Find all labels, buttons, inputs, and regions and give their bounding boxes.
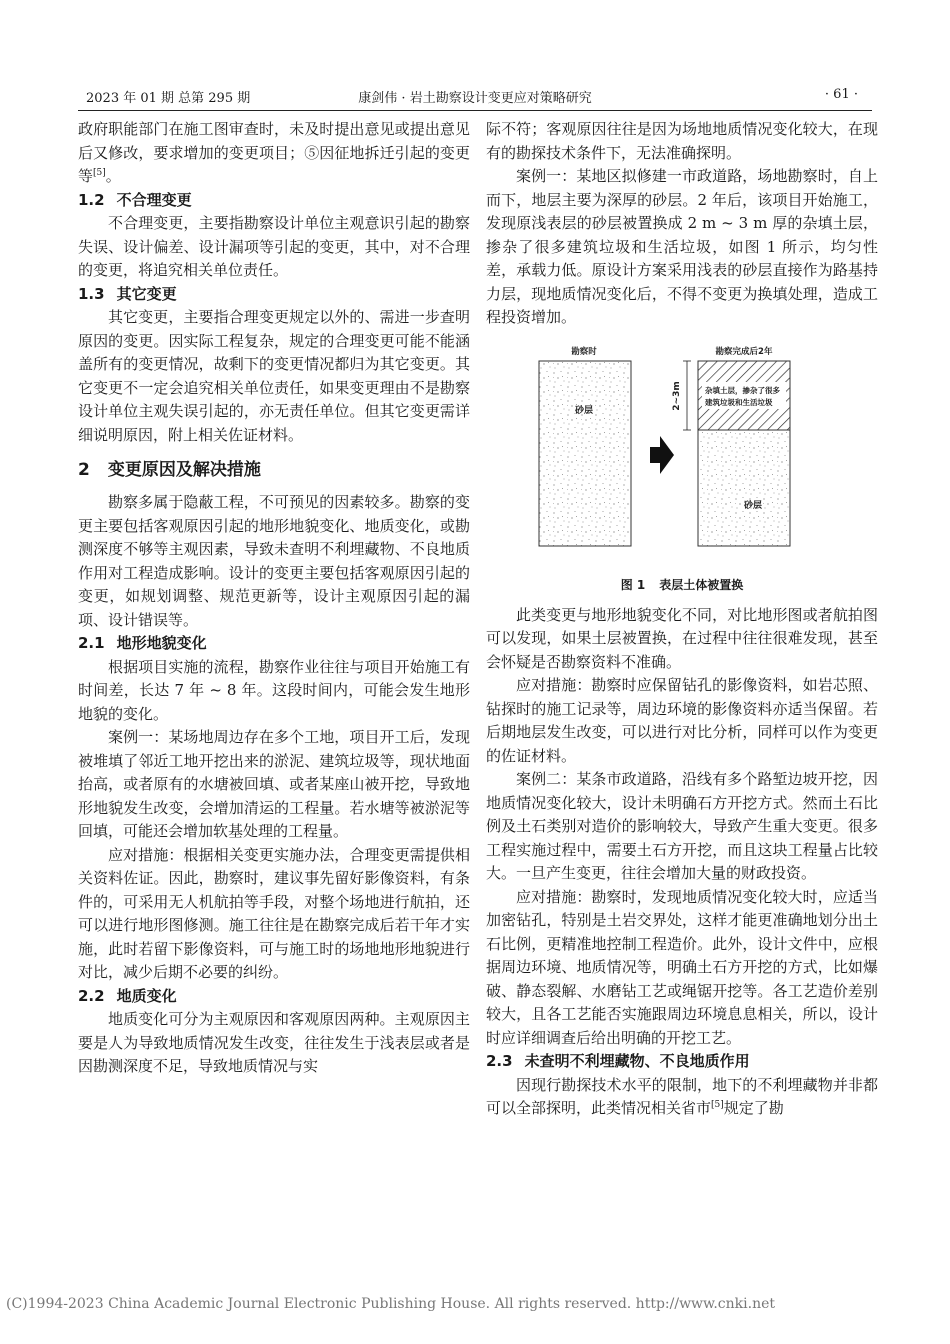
depth-label: 2~3m	[672, 380, 682, 411]
paragraph: 际不符；客观原因往往是因为场地地质情况变化较大，在现有的勘探技术条件下，无法准确探明。	[486, 120, 878, 162]
sand-label-before: 砂层	[574, 405, 594, 416]
fill-layer-text-2: 建筑垃圾和生活垃圾	[705, 397, 773, 407]
fill-layer-text-1: 杂填土层，掺杂了很多	[705, 385, 780, 395]
section-heading-2-1: 2.1 地形地貌变化	[78, 634, 207, 652]
paragraph: 案例一：某地区拟修建一市政道路，场地勘察时，自上而下，地层主要为深厚的砂层。2 年后，该项目开始施工，发现原浅表层的砂层被置换成 2 m ~ 3 m 厚的杂填土层，掺杂了很多建筑垃圾和生活垃圾，如图 1 所示，均匀性差，承载力低。原设计方案采用浅表的砂层直接作为路基持力层，现地质情况变化后，不得不变更为换填处理，造成工程投资增加。	[486, 167, 878, 326]
label-before: 勘察时	[571, 346, 597, 357]
paragraph: 勘察多属于隐蔽工程，不可预见的因素较多。勘察的变更主要包括客观原因引起的地形地貌变化、地质变化，或勘测深度不够等主观因素，导致未查明不利埋藏物、不良地质作用对工程造成影响。设计的变更主要包括客观原因引起的变更，如规划调整、规范更新等，设计主观原因引起的漏项、设计错误等。	[78, 493, 470, 629]
section-heading-2-3: 2.3 未查明不利埋藏物、不良地质作用	[486, 1052, 750, 1070]
right-column	[486, 118, 878, 1121]
paragraph: 其它变更，主要指合理变更规定以外的、需进一步查明原因的变更。因实际工程复杂，规定的合理变更可能不能涵盖所有的变更情况，故剩下的变更情况都归为其它变更。其它变更不一定会追究相关单位责任，如果变更理由不是勘察设计单位主观失误引起的，亦无责任单位。但其它变更需详细说明原因，附上相关佐证材料。	[78, 308, 470, 444]
section-heading-1-2: 1.2 不合理变更	[78, 190, 192, 209]
paragraph: 应对措施：根据相关变更实施办法，合理变更需提供相关资料佐证。因此，勘察时，建议事先留好影像资料，有条件的，可采用无人机航拍等手段，对整个场地进行航拍，还可以进行地形图修测。施工往往是在勘察完成后若干年才实施，此时若留下影像资料，可与施工时的场地地形地貌进行对比，减少后期不必要的纠纷。	[78, 845, 470, 981]
paragraph: 地质变化可分为主观原因和客观原因两种。主观原因主要是人为导致地质情况发生改变，往往发生于浅表层或者是因勘测深度不足，导致地质情况与实	[78, 1010, 470, 1075]
running-header	[78, 84, 872, 111]
paragraph: 案例一：某场地周边存在多个工地，项目开工后，发现被堆填了邻近工地开挖出来的淤泥、建筑垃圾等，现状地面抬高，或者原有的水塘被回填、或者某座山被开挖，导致地形地貌发生改变，会增加清运的工程量。若水塘等被淤泥等回填，可能还会增加软基处理的工程量。	[78, 728, 470, 840]
section-heading-2-2: 2.2 地质变化	[78, 986, 177, 1005]
journal-issue: 2023 年 01 期 总第 295 期	[86, 91, 251, 106]
paragraph: 此类变更与地形地貌变化不同，对比地形图或者航拍图可以发现，如果土层被置换，在过程中往往很难发现，甚至会怀疑是否勘察资料不准确。	[486, 605, 878, 671]
copyright-footer: (C)1994-2023 China Academic Journal Electronic Publishing House. All rights reserved. http://www.cnki.net	[6, 1296, 776, 1312]
arrow-right-icon	[650, 436, 674, 474]
soil-replacement-diagram	[538, 342, 808, 550]
paragraph: 因现行勘探技术水平的限制，地下的不利埋藏物并非都可以全部探明，此类情况相关省市[5]规定了勘	[486, 1075, 878, 1117]
label-after: 勘察完成后2年	[715, 346, 773, 357]
sand-column-before	[539, 361, 631, 546]
figure-1	[486, 342, 878, 604]
paragraph: 应对措施：勘察时应保留钻孔的影像资料，如岩芯照、钻探时的施工记录等，周边环境的影像资料亦适当保留。若后期地层发生改变，可以进行对比分析，同样可以作为变更的佐证材料。	[486, 676, 878, 765]
citation: [5]	[711, 1100, 724, 1110]
section-heading-1-3: 1.3 其它变更	[78, 284, 177, 303]
paragraph: 根据项目实施的流程，勘察作业往往与项目开始施工有时间差，长达 7 年 ~ 8 年。这段时间内，可能会发生地形地貌的变化。	[78, 657, 470, 723]
section-heading-2: 2 变更原因及解决措施	[78, 460, 261, 480]
article-title: 康剑伟 · 岩土勘察设计变更应对策略研究	[358, 91, 592, 106]
paragraph: 政府职能部门在施工图审查时，未及时提出意见或提出意见后又修改，要求增加的变更项目；⑤因征地拆迁引起的变更等[5]。	[78, 120, 470, 185]
figure-caption: 图 1 表层土体被置换	[620, 577, 744, 592]
citation: [5]	[93, 168, 106, 178]
page-number: · 61 ·	[824, 87, 858, 102]
paragraph: 不合理变更，主要指勘察设计单位主观意识引起的勘察失误、设计偏差、设计漏项等引起的变更，其中，对不合理的变更，将追究相关单位责任。	[78, 214, 470, 279]
left-column	[78, 118, 470, 1079]
paragraph: 案例二：某条市政道路，沿线有多个路堑边坡开挖，因地质情况变化较大，设计未明确石方开挖方式。然而土石比例及土石类别对造价的影响较大，导致产生重大变更。很多工程实施过程中，需要土石方开挖，而且这块工程量占比较大。一旦产生变更，往往会增加大量的财政投资。	[486, 770, 878, 882]
paragraph: 应对措施：勘察时，发现地质情况变化较大时，应适当加密钻孔，特别是土岩交界处，这样才能更准确地划分出土石比例，更精准地控制工程造价。此外，设计文件中，应根据周边环境、地质情况等，明确土石方开挖的方式，比如爆破、静态裂解、水磨钻工艺或绳锯开挖等。各工艺造价差别较大，且各工艺能否实施跟周边环境息息相关，所以，设计时应详细调查后给出明确的开挖工艺。	[486, 887, 878, 1047]
sand-label-after: 砂层	[743, 500, 763, 511]
